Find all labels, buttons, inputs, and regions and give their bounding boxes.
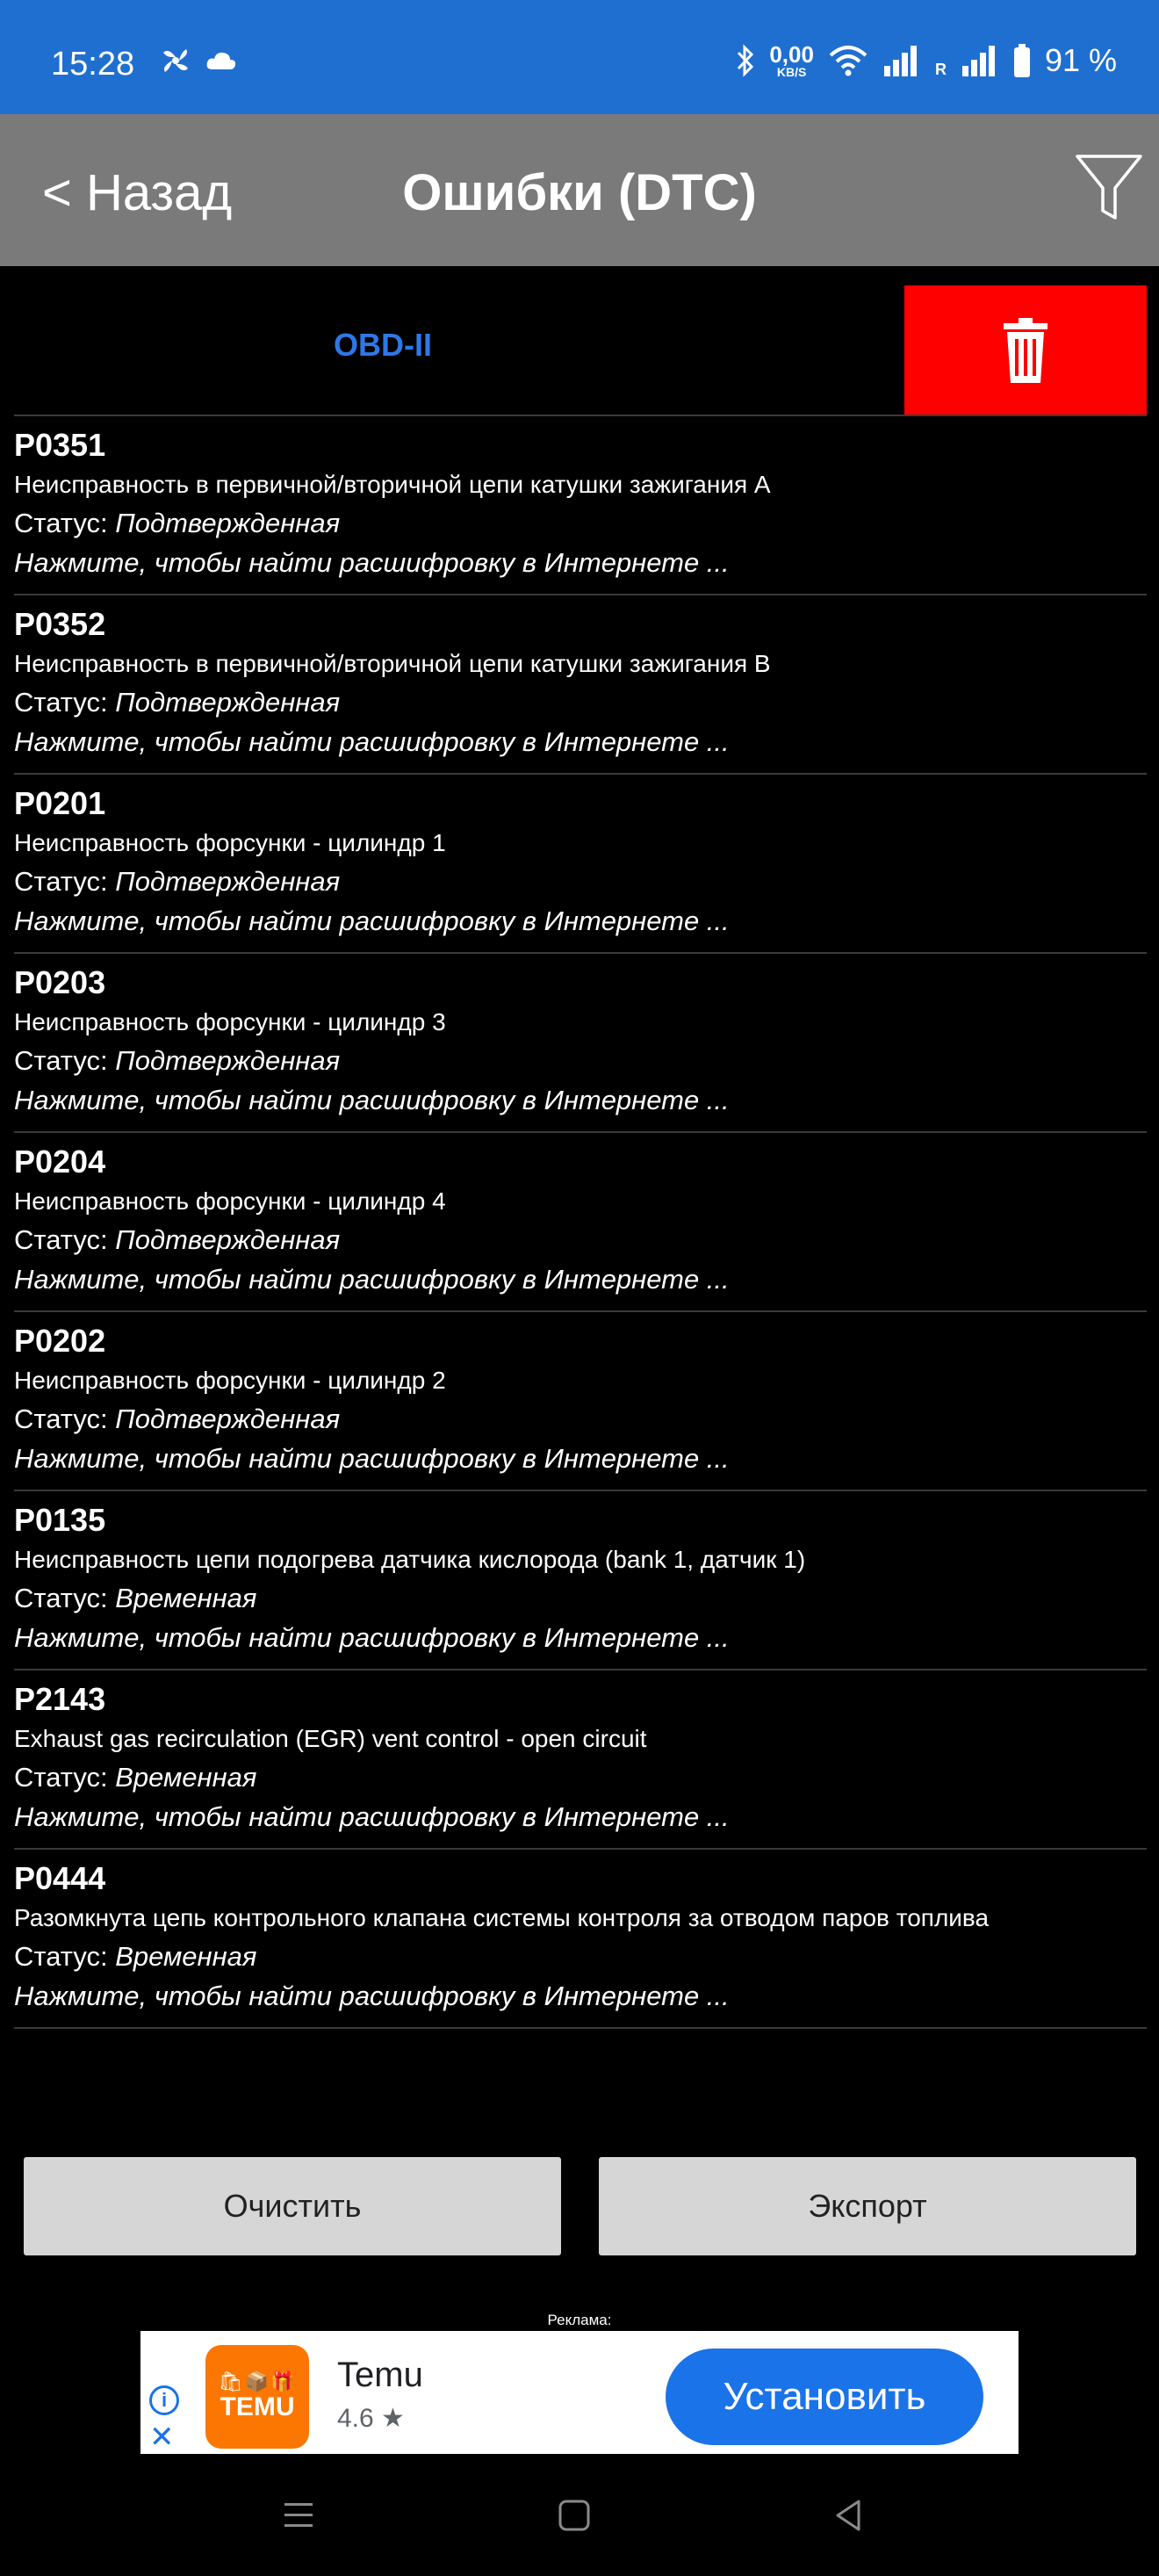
action-buttons <box>0 2157 1159 2255</box>
dtc-search-hint: Нажмите, чтобы найти расшифровку в Интернете ... <box>14 1264 730 1295</box>
dtc-description: Разомкнута цепь контрольного клапана системы контроля за отводом паров топлива <box>14 1904 990 1931</box>
dtc-status-value: Подтвержденная <box>115 687 341 718</box>
roaming-indicator: R <box>934 61 947 78</box>
dtc-list-item[interactable] <box>14 954 1147 1133</box>
tab-row <box>0 281 1159 413</box>
dtc-status-prefix: Статус: <box>14 1941 108 1972</box>
ad-info-icon[interactable]: i <box>149 2385 179 2415</box>
dtc-description: Неисправность форсунки - цилиндр 3 <box>14 1008 446 1035</box>
dtc-status <box>14 1937 1147 1976</box>
temu-logo-icons: 🛍📦🎁 <box>218 2370 297 2392</box>
tab-obd-ii[interactable]: OBD-II <box>334 327 432 363</box>
dtc-status-prefix: Статус: <box>14 1045 108 1076</box>
dtc-status <box>14 1221 1147 1259</box>
dtc-status <box>14 862 1147 901</box>
status-time: 15:28 <box>51 46 135 83</box>
bluetooth-icon <box>736 44 755 77</box>
dtc-status <box>14 1042 1147 1080</box>
dtc-description: Неисправность форсунки - цилиндр 4 <box>14 1187 446 1215</box>
dtc-list <box>14 415 1147 2029</box>
dtc-code: P0201 <box>14 785 106 821</box>
dtc-status-prefix: Статус: <box>14 687 108 718</box>
dtc-list-item[interactable] <box>14 416 1147 595</box>
dtc-status-prefix: Статус: <box>14 1224 108 1255</box>
dtc-status <box>14 504 1147 543</box>
signal-icon <box>882 45 921 76</box>
wifi-icon <box>828 45 868 76</box>
dtc-status-value: Подтвержденная <box>115 508 341 538</box>
ad-banner[interactable] <box>140 2331 1019 2454</box>
recent-apps-icon[interactable] <box>272 2489 325 2542</box>
dtc-code: P0444 <box>14 1860 106 1896</box>
notification-icons <box>158 46 237 76</box>
dtc-list-item[interactable] <box>14 1312 1147 1491</box>
dtc-code: P0351 <box>14 427 106 463</box>
dtc-list-item[interactable] <box>14 1133 1147 1312</box>
dtc-status <box>14 1758 1147 1797</box>
network-speed-unit: KB/S <box>776 65 807 79</box>
dtc-status-prefix: Статус: <box>14 1762 108 1793</box>
dtc-status-value: Подтвержденная <box>115 1403 341 1434</box>
dtc-status <box>14 1400 1147 1439</box>
trash-icon <box>1004 318 1047 383</box>
network-speed <box>769 43 814 78</box>
dtc-search-hint: Нажмите, чтобы найти расшифровку в Интернете ... <box>14 906 730 936</box>
filter-icon[interactable] <box>1075 153 1143 225</box>
dtc-list-item[interactable] <box>14 1670 1147 1850</box>
battery-icon <box>1013 44 1031 77</box>
dtc-description: Неисправность в первичной/вторичной цепи катушки зажигания A <box>14 471 771 498</box>
dtc-status-value: Подтвержденная <box>115 866 341 897</box>
dtc-code: P0202 <box>14 1323 106 1359</box>
clear-button[interactable]: Очистить <box>24 2157 561 2255</box>
dtc-code: P2143 <box>14 1681 106 1717</box>
dtc-status-value: Временная <box>115 1762 257 1793</box>
export-button[interactable]: Экспорт <box>599 2157 1136 2255</box>
dtc-description: Неисправность форсунки - цилиндр 1 <box>14 829 446 856</box>
battery-percent: 91 % <box>1044 42 1117 78</box>
dtc-status-value: Временная <box>115 1583 257 1613</box>
dtc-search-hint: Нажмите, чтобы найти расшифровку в Интернете ... <box>14 1443 730 1474</box>
signal-icon-sim2 <box>961 45 999 76</box>
dtc-status-value: Временная <box>115 1941 257 1972</box>
status-bar <box>0 0 1159 114</box>
dtc-list-item[interactable] <box>14 1491 1147 1670</box>
ad-label: Реклама: <box>547 2312 612 2328</box>
temu-logo <box>205 2345 309 2449</box>
dtc-code: P0352 <box>14 606 106 642</box>
dtc-status-prefix: Статус: <box>14 508 108 538</box>
ad-rating: 4.6 ★ <box>337 2404 405 2433</box>
dtc-description: Неисправность в первичной/вторичной цепи катушки зажигания B <box>14 650 771 677</box>
dtc-description: Неисправность цепи подогрева датчика кислорода (bank 1, датчик 1) <box>14 1546 806 1573</box>
dtc-status-value: Подтвержденная <box>115 1224 341 1255</box>
app-toolbar <box>0 114 1159 266</box>
dtc-status-prefix: Статус: <box>14 1403 108 1434</box>
home-icon[interactable] <box>548 2489 601 2542</box>
page-title: Ошибки (DTC) <box>402 164 757 221</box>
dtc-code: P0135 <box>14 1502 106 1538</box>
dtc-code: P0203 <box>14 964 106 1000</box>
cloud-icon <box>205 50 237 71</box>
dtc-status <box>14 1579 1147 1618</box>
dtc-list-item[interactable] <box>14 775 1147 954</box>
dtc-status-value: Подтвержденная <box>115 1045 341 1076</box>
dtc-search-hint: Нажмите, чтобы найти расшифровку в Интернете ... <box>14 1981 730 2011</box>
temu-logo-text: TEMU <box>220 2392 295 2421</box>
network-speed-value: 0,00 <box>769 41 814 68</box>
dtc-description: Exhaust gas recirculation (EGR) vent control - open circuit <box>14 1725 647 1752</box>
system-nav-bar <box>0 2459 1159 2576</box>
dtc-status-prefix: Статус: <box>14 1583 108 1613</box>
dtc-search-hint: Нажмите, чтобы найти расшифровку в Интернете ... <box>14 1085 730 1115</box>
dtc-status-prefix: Статус: <box>14 866 108 897</box>
dtc-search-hint: Нажмите, чтобы найти расшифровку в Интернете ... <box>14 1622 730 1653</box>
pinwheel-icon <box>158 46 193 76</box>
dtc-status <box>14 683 1147 722</box>
back-button[interactable]: < Назад <box>42 164 233 221</box>
dtc-list-item[interactable] <box>14 1850 1147 2029</box>
dtc-search-hint: Нажмите, чтобы найти расшифровку в Интернете ... <box>14 726 730 757</box>
ad-app-name: Temu <box>337 2356 423 2394</box>
dtc-search-hint: Нажмите, чтобы найти расшифровку в Интернете ... <box>14 547 730 578</box>
dtc-description: Неисправность форсунки - цилиндр 2 <box>14 1367 446 1394</box>
delete-button[interactable] <box>904 285 1147 415</box>
ad-close-icon[interactable]: ✕ <box>149 2421 175 2454</box>
status-right <box>736 42 1117 79</box>
dtc-code: P0204 <box>14 1144 106 1180</box>
back-nav-icon[interactable] <box>822 2489 875 2542</box>
dtc-list-item[interactable] <box>14 595 1147 775</box>
dtc-search-hint: Нажмите, чтобы найти расшифровку в Интернете ... <box>14 1801 730 1832</box>
install-button[interactable]: Установить <box>666 2349 983 2445</box>
